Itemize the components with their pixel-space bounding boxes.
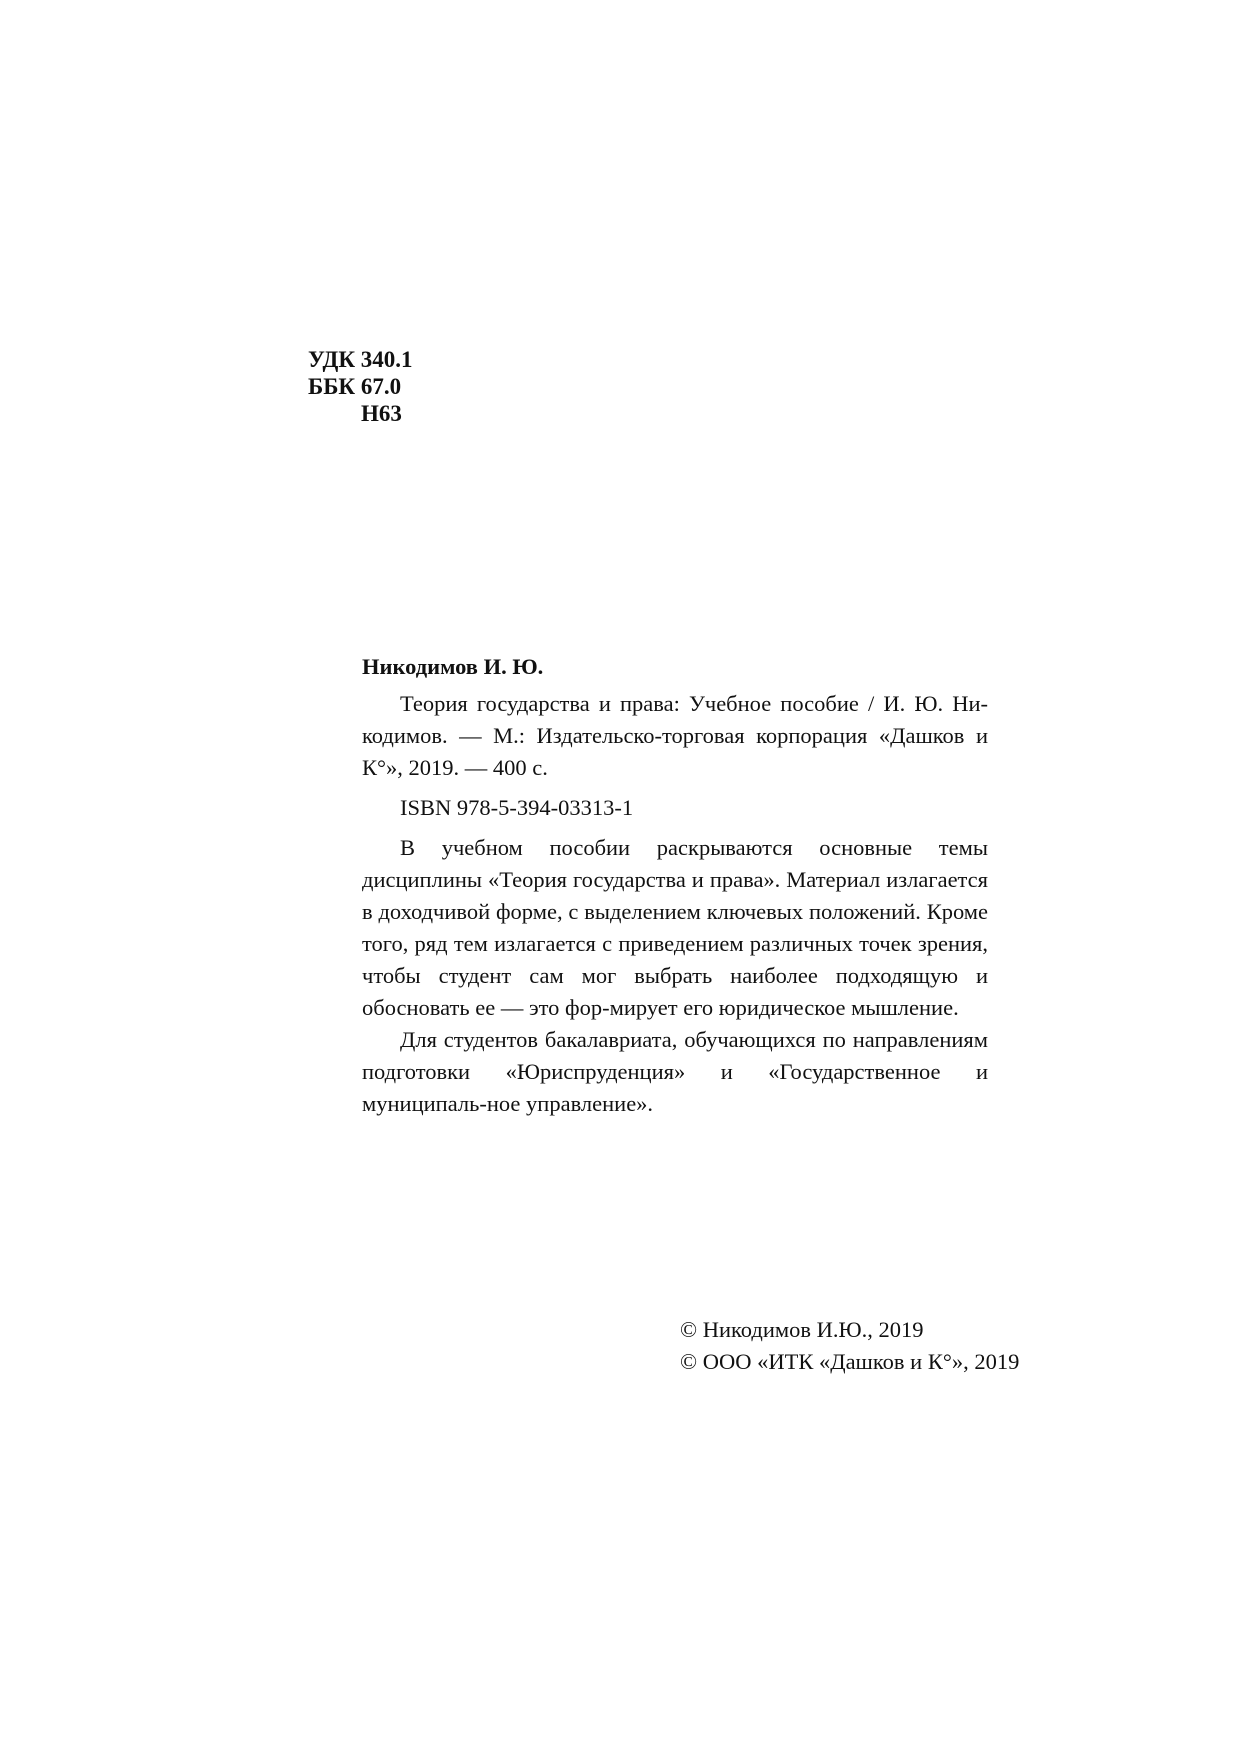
copyright-block <box>680 1314 1019 1378</box>
classification-codes <box>308 346 413 427</box>
audience-note: Для студентов бакалавриата, обучающихся по направлениям подготовки «Юриспруденция» и «Государственное и муниципаль-ное управление». <box>362 1027 988 1116</box>
copyright-author: © Никодимов И.Ю., 2019 <box>680 1317 924 1342</box>
author-mark: Н63 <box>361 401 402 426</box>
isbn: ISBN 978-5-394-03313-1 <box>400 795 634 820</box>
bbk-code: ББК 67.0 <box>308 374 402 399</box>
udk-code: УДК 340.1 <box>308 347 413 372</box>
bibliographic-record <box>362 651 988 1120</box>
annotation: В учебном пособии раскрываются основные темы дисциплины «Теория государства и права». Материал излагается в доходчивой форме, с выделением ключевых положений. Кроме того, ряд тем излагается с приведением различных точек зрения, чтобы студент сам мог выбрать наиболее подходящую и обосновать ее — это фор-мирует его юридическое мышление. <box>362 835 988 1020</box>
copyright-publisher: © ООО «ИТК «Дашков и К°», 2019 <box>680 1349 1020 1374</box>
author-name: Никодимов И. Ю. <box>362 654 544 679</box>
bibliographic-reference: Теория государства и права: Учебное пособие / И. Ю. Ни-кодимов. — М.: Издательско-торговая корпорация «Дашков и К°», 2019. — 400 с. <box>362 691 988 780</box>
